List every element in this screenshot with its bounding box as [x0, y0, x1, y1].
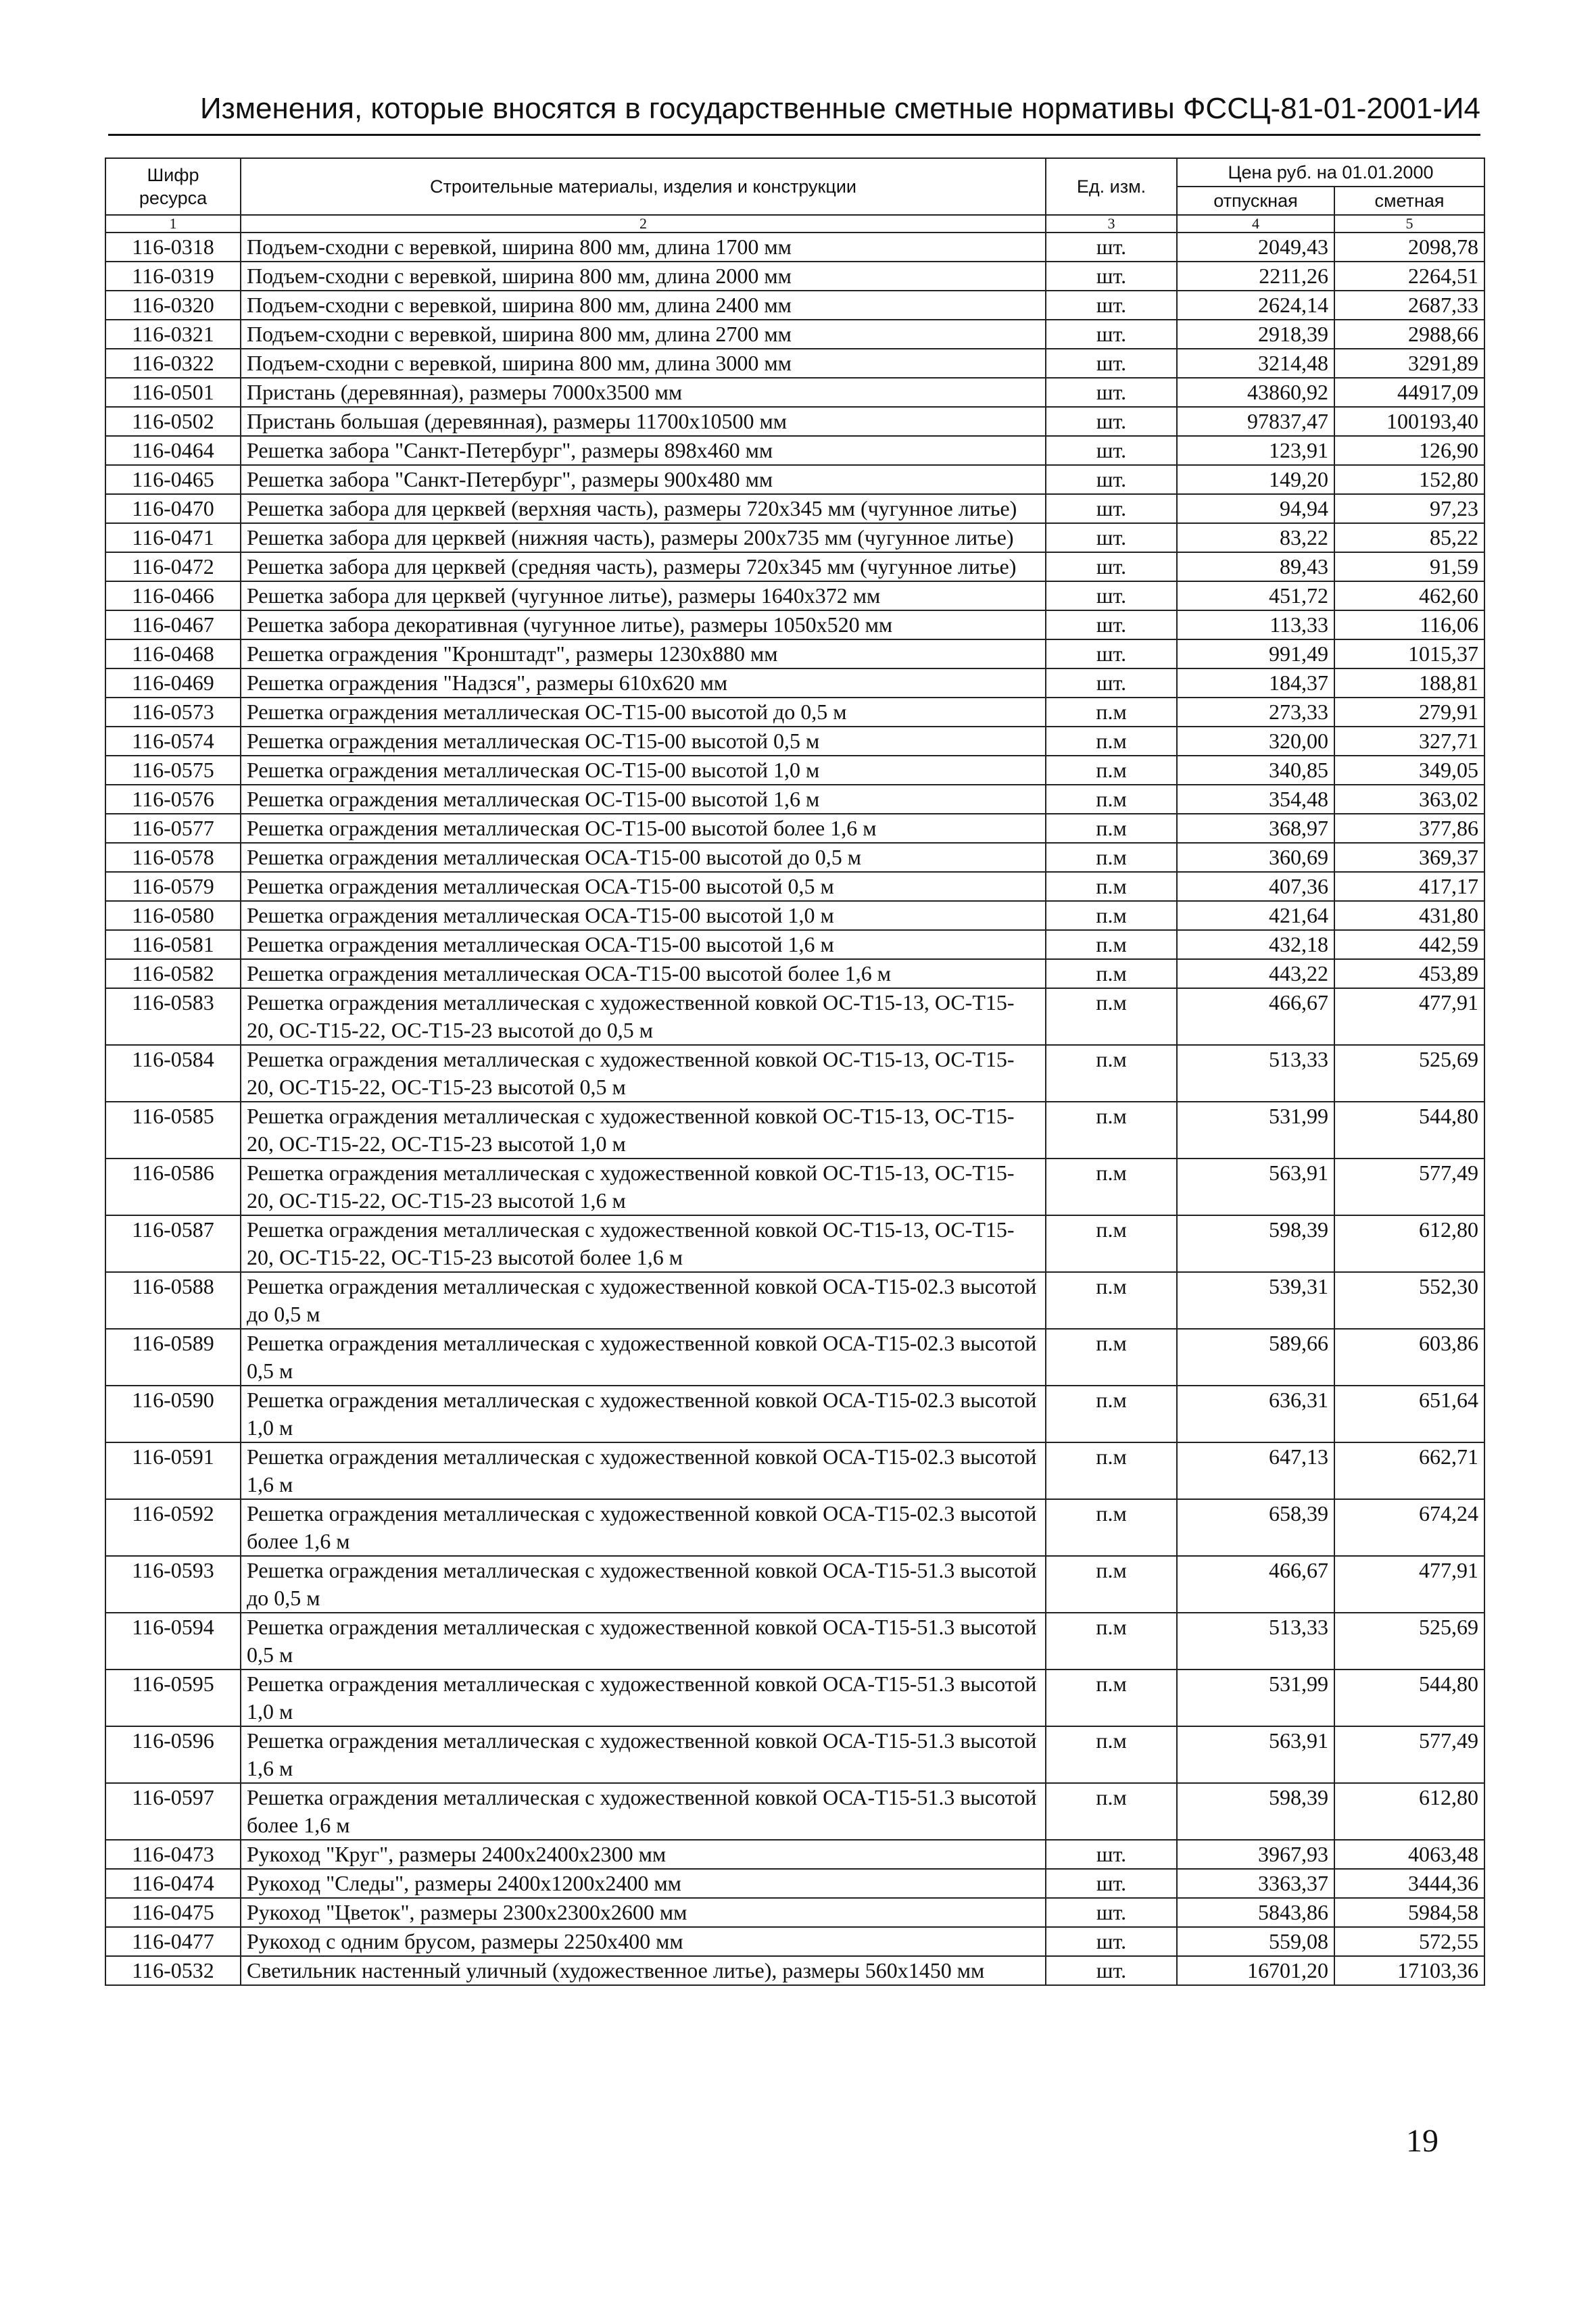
release-price-cell: 513,33 [1177, 1613, 1334, 1670]
material-name-cell: Решетка ограждения металлическая с художественной ковкой ОСА-Т15-02.3 высотой 0,5 м [241, 1329, 1046, 1386]
material-name-cell: Решетка ограждения металлическая с художественной ковкой ОСА-Т15-51.3 высотой до 0,5 м [241, 1556, 1046, 1613]
release-price-cell: 598,39 [1177, 1215, 1334, 1272]
estimate-price-cell: 477,91 [1334, 1556, 1484, 1613]
resource-code-cell: 116-0588 [105, 1272, 241, 1329]
material-name-cell: Подъем-сходни с веревкой, ширина 800 мм, длина 1700 мм [241, 233, 1046, 262]
material-name-cell: Решетка ограждения металлическая с художественной ковкой ОС-Т15-13, ОС-Т15-20, ОС-Т15-22, ОС-Т15-23 высотой 1,0 м [241, 1102, 1046, 1159]
unit-cell: п.м [1046, 901, 1177, 930]
resource-code-cell: 116-0573 [105, 698, 241, 727]
resource-code-cell: 116-0465 [105, 465, 241, 494]
unit-cell: п.м [1046, 1613, 1177, 1670]
table-row [105, 756, 1484, 785]
release-price-cell: 273,33 [1177, 698, 1334, 727]
estimate-price-cell: 152,80 [1334, 465, 1484, 494]
unit-cell: шт. [1046, 552, 1177, 581]
release-price-cell: 432,18 [1177, 930, 1334, 959]
table-row [105, 1783, 1484, 1840]
unit-cell: п.м [1046, 1386, 1177, 1442]
material-name-cell: Решетка ограждения металлическая с художественной ковкой ОС-Т15-13, ОС-Т15-20, ОС-Т15-22, ОС-Т15-23 высотой 0,5 м [241, 1045, 1046, 1102]
resource-code-cell: 116-0322 [105, 349, 241, 378]
resource-code-cell: 116-0597 [105, 1783, 241, 1840]
estimate-price-cell: 544,80 [1334, 1670, 1484, 1726]
material-name-cell: Решетка ограждения металлическая с художественной ковкой ОСА-Т15-51.3 высотой более 1,6 м [241, 1783, 1046, 1840]
resource-code-cell: 116-0586 [105, 1159, 241, 1215]
material-name-cell: Рукоход "Круг", размеры 2400х2400х2300 мм [241, 1840, 1046, 1869]
material-name-cell: Решетка забора "Санкт-Петербург", размеры 898х460 мм [241, 436, 1046, 465]
estimate-price-cell: 417,17 [1334, 872, 1484, 901]
estimate-price-cell: 525,69 [1334, 1045, 1484, 1102]
estimate-price-cell: 2264,51 [1334, 262, 1484, 291]
material-name-cell: Решетка ограждения "Кронштадт", размеры 1230х880 мм [241, 639, 1046, 668]
resource-code-cell: 116-0467 [105, 610, 241, 639]
resource-code-cell: 116-0585 [105, 1102, 241, 1159]
material-name-cell: Рукоход "Цветок", размеры 2300х2300х2600 мм [241, 1898, 1046, 1927]
table-row [105, 930, 1484, 959]
table-row [105, 233, 1484, 262]
material-name-cell: Подъем-сходни с веревкой, ширина 800 мм, длина 2700 мм [241, 320, 1046, 349]
unit-cell: шт. [1046, 1840, 1177, 1869]
resource-code-cell: 116-0593 [105, 1556, 241, 1613]
estimate-price-cell: 462,60 [1334, 581, 1484, 610]
release-price-cell: 513,33 [1177, 1045, 1334, 1102]
estimate-price-cell: 116,06 [1334, 610, 1484, 639]
table-row [105, 1159, 1484, 1215]
table-row [105, 1272, 1484, 1329]
resource-code-cell: 116-0469 [105, 668, 241, 698]
column-header-estimate-price: сметная [1334, 187, 1484, 215]
release-price-cell: 83,22 [1177, 523, 1334, 552]
material-name-cell: Решетка забора для церквей (чугунное литье), размеры 1640х372 мм [241, 581, 1046, 610]
resource-code-cell: 116-0594 [105, 1613, 241, 1670]
table-row [105, 407, 1484, 436]
unit-cell: шт. [1046, 291, 1177, 320]
estimate-price-cell: 612,80 [1334, 1783, 1484, 1840]
estimate-price-cell: 5984,58 [1334, 1898, 1484, 1927]
material-name-cell: Подъем-сходни с веревкой, ширина 800 мм, длина 2000 мм [241, 262, 1046, 291]
resource-code-cell: 116-0587 [105, 1215, 241, 1272]
material-name-cell: Решетка ограждения металлическая с художественной ковкой ОСА-Т15-51.3 высотой 1,0 м [241, 1670, 1046, 1726]
release-price-cell: 531,99 [1177, 1102, 1334, 1159]
unit-cell: шт. [1046, 610, 1177, 639]
estimate-price-cell: 544,80 [1334, 1102, 1484, 1159]
estimate-price-cell: 363,02 [1334, 785, 1484, 814]
release-price-cell: 991,49 [1177, 639, 1334, 668]
unit-cell: п.м [1046, 727, 1177, 756]
release-price-cell: 184,37 [1177, 668, 1334, 698]
material-name-cell: Решетка ограждения металлическая с художественной ковкой ОСА-Т15-02.3 высотой более 1,6 м [241, 1499, 1046, 1556]
table-row [105, 1840, 1484, 1869]
table-row [105, 1927, 1484, 1956]
material-name-cell: Решетка забора "Санкт-Петербург", размеры 900х480 мм [241, 465, 1046, 494]
resource-code-cell: 116-0320 [105, 291, 241, 320]
table-row [105, 1726, 1484, 1783]
release-price-cell: 2918,39 [1177, 320, 1334, 349]
page-number: 19 [1406, 2123, 1438, 2159]
resource-code-cell: 116-0472 [105, 552, 241, 581]
resource-code-cell: 116-0582 [105, 959, 241, 988]
material-name-cell: Решетка ограждения металлическая ОСА-Т15-00 высотой 0,5 м [241, 872, 1046, 901]
column-number: 2 [241, 215, 1046, 233]
column-number: 1 [105, 215, 241, 233]
unit-cell: шт. [1046, 320, 1177, 349]
resource-code-cell: 116-0318 [105, 233, 241, 262]
estimate-price-cell: 662,71 [1334, 1442, 1484, 1499]
estimate-price-cell: 453,89 [1334, 959, 1484, 988]
resource-code-cell: 116-0579 [105, 872, 241, 901]
unit-cell: п.м [1046, 1272, 1177, 1329]
estimate-price-cell: 577,49 [1334, 1159, 1484, 1215]
resource-code-cell: 116-0592 [105, 1499, 241, 1556]
material-name-cell: Решетка забора для церквей (верхняя часть), размеры 720х345 мм (чугунное литье) [241, 494, 1046, 523]
resource-code-cell: 116-0477 [105, 1927, 241, 1956]
material-name-cell: Решетка ограждения металлическая с художественной ковкой ОСА-Т15-51.3 высотой 1,6 м [241, 1726, 1046, 1783]
resource-code-cell: 116-0574 [105, 727, 241, 756]
header-rule [108, 134, 1480, 136]
table-row [105, 1670, 1484, 1726]
unit-cell: п.м [1046, 1159, 1177, 1215]
resource-code-cell: 116-0473 [105, 1840, 241, 1869]
resource-code-cell: 116-0470 [105, 494, 241, 523]
material-name-cell: Решетка ограждения металлическая ОС-Т15-00 высотой до 0,5 м [241, 698, 1046, 727]
release-price-cell: 443,22 [1177, 959, 1334, 988]
column-header-price-group: Цена руб. на 01.01.2000 [1177, 158, 1484, 187]
estimate-price-cell: 188,81 [1334, 668, 1484, 698]
resource-code-cell: 116-0591 [105, 1442, 241, 1499]
unit-cell: п.м [1046, 1670, 1177, 1726]
table-row [105, 291, 1484, 320]
table-row [105, 639, 1484, 668]
column-header-release-price: отпускная [1177, 187, 1334, 215]
estimate-price-cell: 85,22 [1334, 523, 1484, 552]
unit-cell: п.м [1046, 1045, 1177, 1102]
estimate-price-cell: 327,71 [1334, 727, 1484, 756]
column-number: 5 [1334, 215, 1484, 233]
resource-code-cell: 116-0583 [105, 988, 241, 1045]
estimate-price-cell: 3291,89 [1334, 349, 1484, 378]
release-price-cell: 3214,48 [1177, 349, 1334, 378]
resource-code-cell: 116-0532 [105, 1956, 241, 1985]
material-name-cell: Рукоход "Следы", размеры 2400х1200х2400 мм [241, 1869, 1046, 1898]
table-row [105, 668, 1484, 698]
estimate-price-cell: 2098,78 [1334, 233, 1484, 262]
table-row [105, 1898, 1484, 1927]
resource-code-cell: 116-0502 [105, 407, 241, 436]
material-name-cell: Решетка забора декоративная (чугунное литье), размеры 1050х520 мм [241, 610, 1046, 639]
table-row [105, 959, 1484, 988]
estimate-price-cell: 442,59 [1334, 930, 1484, 959]
release-price-cell: 340,85 [1177, 756, 1334, 785]
unit-cell: шт. [1046, 262, 1177, 291]
material-name-cell: Решетка ограждения металлическая с художественной ковкой ОСА-Т15-02.3 высотой 1,6 м [241, 1442, 1046, 1499]
release-price-cell: 5843,86 [1177, 1898, 1334, 1927]
release-price-cell: 466,67 [1177, 1556, 1334, 1613]
unit-cell: п.м [1046, 1783, 1177, 1840]
material-name-cell: Решетка ограждения металлическая ОСА-Т15-00 высотой более 1,6 м [241, 959, 1046, 988]
release-price-cell: 89,43 [1177, 552, 1334, 581]
material-name-cell: Решетка ограждения металлическая ОС-Т15-00 высотой 1,0 м [241, 756, 1046, 785]
table-row [105, 1556, 1484, 1613]
column-header-unit: Ед. изм. [1046, 158, 1177, 215]
estimate-price-cell: 377,86 [1334, 814, 1484, 843]
estimate-price-cell: 477,91 [1334, 988, 1484, 1045]
unit-cell: шт. [1046, 523, 1177, 552]
material-name-cell: Решетка ограждения металлическая ОСА-Т15-00 высотой до 0,5 м [241, 843, 1046, 872]
estimate-price-cell: 612,80 [1334, 1215, 1484, 1272]
estimate-price-cell: 431,80 [1334, 901, 1484, 930]
estimate-price-cell: 552,30 [1334, 1272, 1484, 1329]
release-price-cell: 658,39 [1177, 1499, 1334, 1556]
table-row [105, 436, 1484, 465]
table-row [105, 320, 1484, 349]
column-number: 3 [1046, 215, 1177, 233]
column-header-name: Строительные материалы, изделия и конструкции [241, 158, 1046, 215]
column-header-code: Шифр ресурса [105, 158, 241, 215]
release-price-cell: 368,97 [1177, 814, 1334, 843]
estimate-price-cell: 91,59 [1334, 552, 1484, 581]
table-row [105, 814, 1484, 843]
release-price-cell: 451,72 [1177, 581, 1334, 610]
release-price-cell: 354,48 [1177, 785, 1334, 814]
material-name-cell: Решетка ограждения металлическая с художественной ковкой ОСА-Т15-02.3 высотой до 0,5 м [241, 1272, 1046, 1329]
unit-cell: шт. [1046, 378, 1177, 407]
estimate-price-cell: 651,64 [1334, 1386, 1484, 1442]
unit-cell: п.м [1046, 959, 1177, 988]
table-row [105, 610, 1484, 639]
unit-cell: шт. [1046, 668, 1177, 698]
estimate-price-cell: 3444,36 [1334, 1869, 1484, 1898]
table-row [105, 1102, 1484, 1159]
release-price-cell: 149,20 [1177, 465, 1334, 494]
resource-code-cell: 116-0466 [105, 581, 241, 610]
material-name-cell: Подъем-сходни с веревкой, ширина 800 мм, длина 2400 мм [241, 291, 1046, 320]
table-row [105, 262, 1484, 291]
material-name-cell: Рукоход с одним брусом, размеры 2250х400 мм [241, 1927, 1046, 1956]
unit-cell: шт. [1046, 1898, 1177, 1927]
estimate-price-cell: 1015,37 [1334, 639, 1484, 668]
release-price-cell: 598,39 [1177, 1783, 1334, 1840]
release-price-cell: 113,33 [1177, 610, 1334, 639]
table-row [105, 1215, 1484, 1272]
release-price-cell: 3363,37 [1177, 1869, 1334, 1898]
release-price-cell: 559,08 [1177, 1927, 1334, 1956]
material-name-cell: Светильник настенный уличный (художественное литье), размеры 560х1450 мм [241, 1956, 1046, 1985]
unit-cell: п.м [1046, 872, 1177, 901]
unit-cell: шт. [1046, 1869, 1177, 1898]
table-row [105, 349, 1484, 378]
release-price-cell: 421,64 [1177, 901, 1334, 930]
material-name-cell: Пристань большая (деревянная), размеры 11700х10500 мм [241, 407, 1046, 436]
unit-cell: шт. [1046, 639, 1177, 668]
material-name-cell: Решетка ограждения металлическая с художественной ковкой ОС-Т15-13, ОС-Т15-20, ОС-Т15-22, ОС-Т15-23 высотой более 1,6 м [241, 1215, 1046, 1272]
resource-code-cell: 116-0590 [105, 1386, 241, 1442]
resource-code-cell: 116-0501 [105, 378, 241, 407]
price-table [105, 157, 1485, 1986]
unit-cell: шт. [1046, 581, 1177, 610]
material-name-cell: Решетка ограждения металлическая ОС-Т15-00 высотой 1,6 м [241, 785, 1046, 814]
unit-cell: шт. [1046, 465, 1177, 494]
material-name-cell: Решетка ограждения металлическая с художественной ковкой ОС-Т15-13, ОС-Т15-20, ОС-Т15-22, ОС-Т15-23 высотой до 0,5 м [241, 988, 1046, 1045]
table-row [105, 901, 1484, 930]
resource-code-cell: 116-0576 [105, 785, 241, 814]
resource-code-cell: 116-0596 [105, 1726, 241, 1783]
material-name-cell: Решетка ограждения металлическая ОС-Т15-00 высотой 0,5 м [241, 727, 1046, 756]
resource-code-cell: 116-0595 [105, 1670, 241, 1726]
release-price-cell: 123,91 [1177, 436, 1334, 465]
resource-code-cell: 116-0468 [105, 639, 241, 668]
table-row [105, 988, 1484, 1045]
resource-code-cell: 116-0471 [105, 523, 241, 552]
estimate-price-cell: 4063,48 [1334, 1840, 1484, 1869]
release-price-cell: 2049,43 [1177, 233, 1334, 262]
table-row [105, 1869, 1484, 1898]
unit-cell: шт. [1046, 494, 1177, 523]
release-price-cell: 43860,92 [1177, 378, 1334, 407]
unit-cell: п.м [1046, 1499, 1177, 1556]
table-row [105, 523, 1484, 552]
unit-cell: шт. [1046, 349, 1177, 378]
estimate-price-cell: 577,49 [1334, 1726, 1484, 1783]
unit-cell: п.м [1046, 843, 1177, 872]
release-price-cell: 407,36 [1177, 872, 1334, 901]
release-price-cell: 539,31 [1177, 1272, 1334, 1329]
table-row [105, 465, 1484, 494]
table-row [105, 1442, 1484, 1499]
unit-cell: п.м [1046, 1556, 1177, 1613]
unit-cell: шт. [1046, 1956, 1177, 1985]
estimate-price-cell: 44917,09 [1334, 378, 1484, 407]
resource-code-cell: 116-0321 [105, 320, 241, 349]
unit-cell: п.м [1046, 785, 1177, 814]
unit-cell: п.м [1046, 930, 1177, 959]
table-row [105, 494, 1484, 523]
table-row [105, 378, 1484, 407]
material-name-cell: Пристань (деревянная), размеры 7000х3500 мм [241, 378, 1046, 407]
table-row [105, 872, 1484, 901]
unit-cell: п.м [1046, 1726, 1177, 1783]
unit-cell: п.м [1046, 814, 1177, 843]
resource-code-cell: 116-0577 [105, 814, 241, 843]
table-row [105, 1956, 1484, 1985]
release-price-cell: 466,67 [1177, 988, 1334, 1045]
table-row [105, 1329, 1484, 1386]
material-name-cell: Решетка ограждения металлическая с художественной ковкой ОС-Т15-13, ОС-Т15-20, ОС-Т15-22, ОС-Т15-23 высотой 1,6 м [241, 1159, 1046, 1215]
estimate-price-cell: 525,69 [1334, 1613, 1484, 1670]
estimate-price-cell: 100193,40 [1334, 407, 1484, 436]
material-name-cell: Решетка забора для церквей (средняя часть), размеры 720х345 мм (чугунное литье) [241, 552, 1046, 581]
release-price-cell: 360,69 [1177, 843, 1334, 872]
table-row [105, 727, 1484, 756]
estimate-price-cell: 97,23 [1334, 494, 1484, 523]
unit-cell: шт. [1046, 407, 1177, 436]
material-name-cell: Решетка ограждения металлическая ОС-Т15-00 высотой более 1,6 м [241, 814, 1046, 843]
table-row [105, 1499, 1484, 1556]
unit-cell: п.м [1046, 756, 1177, 785]
material-name-cell: Подъем-сходни с веревкой, ширина 800 мм, длина 3000 мм [241, 349, 1046, 378]
resource-code-cell: 116-0475 [105, 1898, 241, 1927]
estimate-price-cell: 349,05 [1334, 756, 1484, 785]
release-price-cell: 320,00 [1177, 727, 1334, 756]
estimate-price-cell: 17103,36 [1334, 1956, 1484, 1985]
material-name-cell: Решетка ограждения металлическая с художественной ковкой ОСА-Т15-51.3 высотой 0,5 м [241, 1613, 1046, 1670]
material-name-cell: Решетка ограждения металлическая ОСА-Т15-00 высотой 1,0 м [241, 901, 1046, 930]
unit-cell: шт. [1046, 233, 1177, 262]
unit-cell: п.м [1046, 698, 1177, 727]
table-row [105, 1386, 1484, 1442]
release-price-cell: 2624,14 [1177, 291, 1334, 320]
table-row [105, 1613, 1484, 1670]
table-row [105, 843, 1484, 872]
release-price-cell: 563,91 [1177, 1726, 1334, 1783]
unit-cell: п.м [1046, 1102, 1177, 1159]
release-price-cell: 589,66 [1177, 1329, 1334, 1386]
resource-code-cell: 116-0575 [105, 756, 241, 785]
estimate-price-cell: 2988,66 [1334, 320, 1484, 349]
release-price-cell: 16701,20 [1177, 1956, 1334, 1985]
resource-code-cell: 116-0319 [105, 262, 241, 291]
release-price-cell: 2211,26 [1177, 262, 1334, 291]
estimate-price-cell: 674,24 [1334, 1499, 1484, 1556]
resource-code-cell: 116-0589 [105, 1329, 241, 1386]
release-price-cell: 94,94 [1177, 494, 1334, 523]
material-name-cell: Решетка ограждения металлическая ОСА-Т15-00 высотой 1,6 м [241, 930, 1046, 959]
table-row [105, 581, 1484, 610]
unit-cell: п.м [1046, 1442, 1177, 1499]
estimate-price-cell: 126,90 [1334, 436, 1484, 465]
unit-cell: шт. [1046, 1927, 1177, 1956]
release-price-cell: 97837,47 [1177, 407, 1334, 436]
resource-code-cell: 116-0581 [105, 930, 241, 959]
column-number: 4 [1177, 215, 1334, 233]
estimate-price-cell: 369,37 [1334, 843, 1484, 872]
release-price-cell: 636,31 [1177, 1386, 1334, 1442]
estimate-price-cell: 2687,33 [1334, 291, 1484, 320]
table-body [105, 233, 1484, 1985]
release-price-cell: 531,99 [1177, 1670, 1334, 1726]
resource-code-cell: 116-0584 [105, 1045, 241, 1102]
estimate-price-cell: 279,91 [1334, 698, 1484, 727]
unit-cell: п.м [1046, 1215, 1177, 1272]
table-row [105, 785, 1484, 814]
resource-code-cell: 116-0474 [105, 1869, 241, 1898]
unit-cell: п.м [1046, 988, 1177, 1045]
material-name-cell: Решетка забора для церквей (нижняя часть), размеры 200х735 мм (чугунное литье) [241, 523, 1046, 552]
resource-code-cell: 116-0464 [105, 436, 241, 465]
resource-code-cell: 116-0580 [105, 901, 241, 930]
release-price-cell: 563,91 [1177, 1159, 1334, 1215]
resource-code-cell: 116-0578 [105, 843, 241, 872]
estimate-price-cell: 572,55 [1334, 1927, 1484, 1956]
table-row [105, 698, 1484, 727]
unit-cell: шт. [1046, 436, 1177, 465]
release-price-cell: 647,13 [1177, 1442, 1334, 1499]
table-row [105, 552, 1484, 581]
release-price-cell: 3967,93 [1177, 1840, 1334, 1869]
estimate-price-cell: 603,86 [1334, 1329, 1484, 1386]
unit-cell: п.м [1046, 1329, 1177, 1386]
table-row [105, 1045, 1484, 1102]
material-name-cell: Решетка ограждения металлическая с художественной ковкой ОСА-Т15-02.3 высотой 1,0 м [241, 1386, 1046, 1442]
material-name-cell: Решетка ограждения "Надзся", размеры 610х620 мм [241, 668, 1046, 698]
page-header-title: Изменения, которые вносятся в государственные сметные нормативы ФССЦ-81-01-2001-И4 [199, 92, 1480, 125]
